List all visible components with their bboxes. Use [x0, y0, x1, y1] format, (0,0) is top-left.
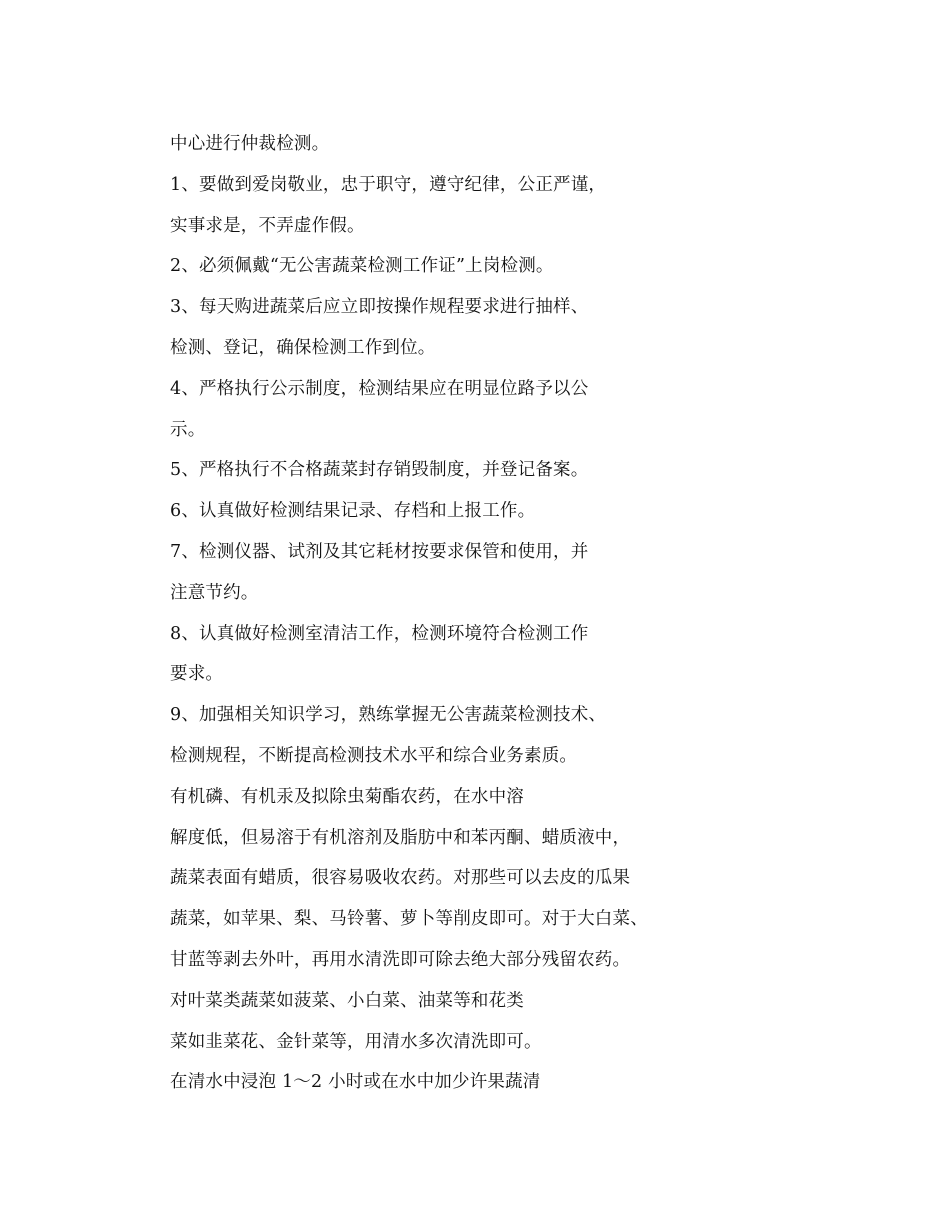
text-line: 示。: [170, 419, 206, 440]
text-line: 有机磷、有机汞及拟除虫菊酯农药，在水中溶: [170, 786, 524, 807]
text-line: 对叶菜类蔬菜如菠菜、小白菜、油菜等和花类: [170, 990, 524, 1011]
text-line: 甘蓝等剥去外叶，再用水清洗即可除去绝大部分残留农药。: [170, 949, 631, 970]
text-line: 蔬菜，如苹果、梨、马铃薯、萝卜等削皮即可。对于大白菜、: [170, 909, 648, 930]
text-line: 在清水中浸泡 1～2 小时或在水中加少许果蔬清: [170, 1072, 541, 1093]
text-line: 1、要做到爱岗敬业，忠于职守，遵守纪律，公正严谨，: [170, 174, 607, 195]
text-line: 菜如韭菜花、金针菜等，用清水多次清洗即可。: [170, 1031, 542, 1052]
text-line: 9、加强相关知识学习，熟练掌握无公害蔬菜检测技术、: [170, 705, 607, 726]
text-line: 检测、登记，确保检测工作到位。: [170, 337, 436, 358]
text-line: 中心进行仲裁检测。: [170, 134, 330, 154]
text-line: 蔬菜表面有蜡质，很容易吸收农药。对那些可以去皮的瓜果: [170, 868, 631, 889]
text-line: 解度低，但易溶于有机溶剂及脂肪中和苯丙酮、蜡质液中，: [170, 827, 631, 848]
text-line: 实事求是，不弄虚作假。: [170, 215, 365, 236]
text-line: 7、检测仪器、试剂及其它耗材按要求保管和使用，并: [170, 541, 589, 562]
text-line: 6、认真做好检测结果记录、存档和上报工作。: [170, 501, 536, 522]
text-line: 8、认真做好检测室清洁工作，检测环境符合检测工作: [170, 623, 589, 644]
text-line: 要求。: [170, 664, 224, 685]
text-line: 检测规程，不断提高检测技术水平和综合业务素质。: [170, 745, 578, 766]
text-line: 2、必须佩戴“无公害蔬菜检测工作证”上岗检测。: [170, 256, 554, 277]
text-line: 3、每天购进蔬菜后应立即按操作规程要求进行抽样、: [170, 297, 589, 318]
text-line: 5、严格执行不合格蔬菜封存销毁制度，并登记备案。: [170, 460, 589, 481]
document-body: [170, 128, 890, 1107]
text-line: 注意节约。: [170, 582, 259, 603]
text-line: 4、严格执行公示制度，检测结果应在明显位路予以公: [170, 378, 589, 399]
